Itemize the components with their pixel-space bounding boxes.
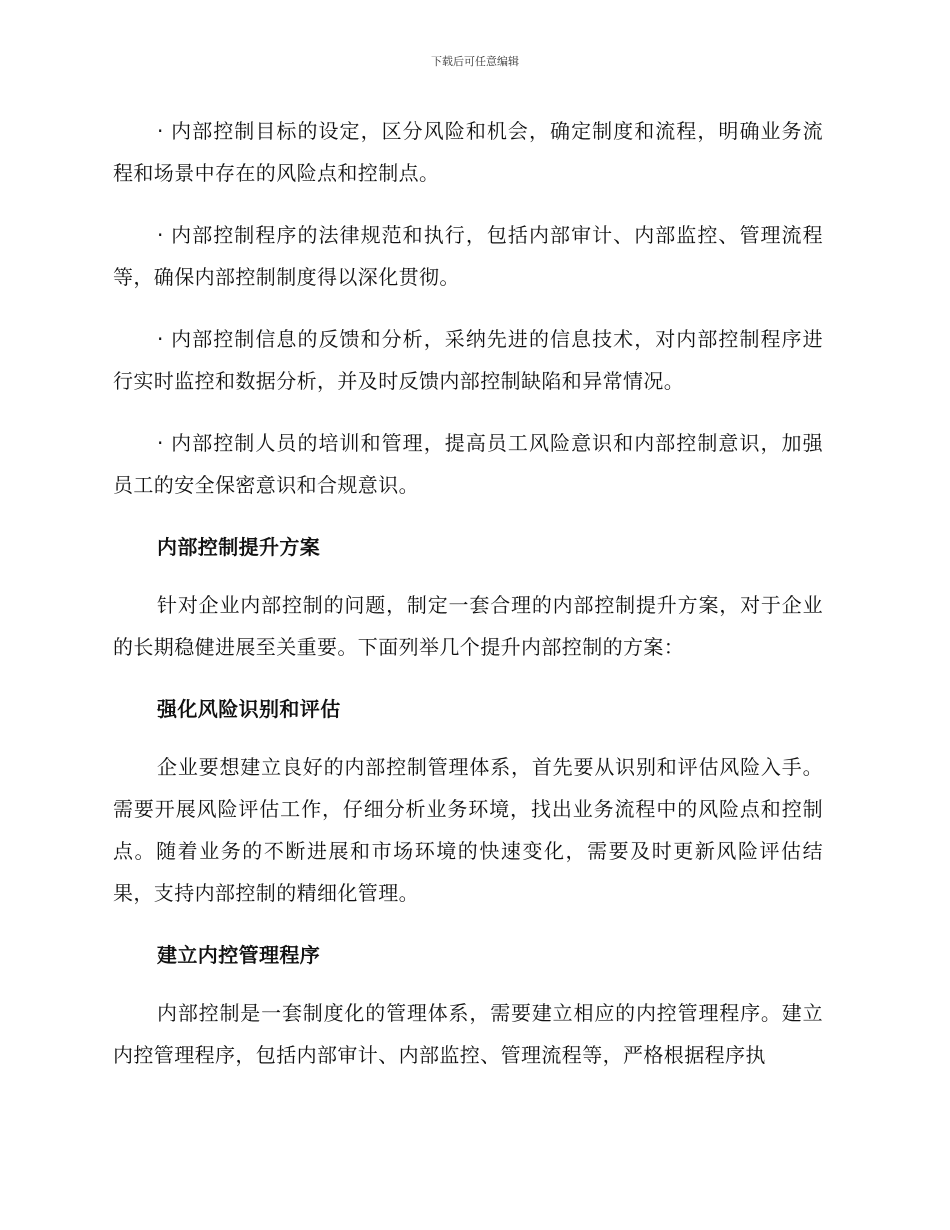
bullet-paragraph: · 内部控制目标的设定，区分风险和机会，确定制度和流程，明确业务流程和场景中存在的风险点和控制点。 [113, 119, 823, 185]
bullet-paragraph: · 内部控制人员的培训和管理，提高员工风险意识和内部控制意识，加强员工的安全保密意识和合规意识。 [113, 431, 823, 497]
body-paragraph: 针对企业内部控制的问题，制定一套合理的内部控制提升方案，对于企业的长期稳健进展至关重要。下面列举几个提升内部控制的方案： [113, 593, 823, 659]
document-body [113, 110, 823, 1096]
header-note: 下载后可任意编辑 [431, 55, 519, 68]
body-paragraph: 内部控制是一套制度化的管理体系，需要建立相应的内控管理程序。建立内控管理程序，包括内部审计、内部监控、管理流程等，严格根据程序执 [113, 1001, 823, 1067]
section-heading: 内部控制提升方案 [157, 535, 321, 559]
section-heading: 建立内控管理程序 [157, 943, 321, 967]
body-paragraph: 企业要想建立良好的内部控制管理体系，首先要从识别和评估风险入手。需要开展风险评估工作，仔细分析业务环境，找出业务流程中的风险点和控制点。随着业务的不断进展和市场环境的快速变化，需要及时更新风险评估结果，支持内部控制的精细化管理。 [113, 755, 823, 905]
section-heading: 强化风险识别和评估 [157, 697, 341, 721]
bullet-paragraph: · 内部控制信息的反馈和分析，采纳先进的信息技术，对内部控制程序进行实时监控和数据分析，并及时反馈内部控制缺陷和异常情况。 [113, 327, 823, 393]
bullet-paragraph: · 内部控制程序的法律规范和执行，包括内部审计、内部监控、管理流程等，确保内部控制制度得以深化贯彻。 [113, 223, 823, 289]
